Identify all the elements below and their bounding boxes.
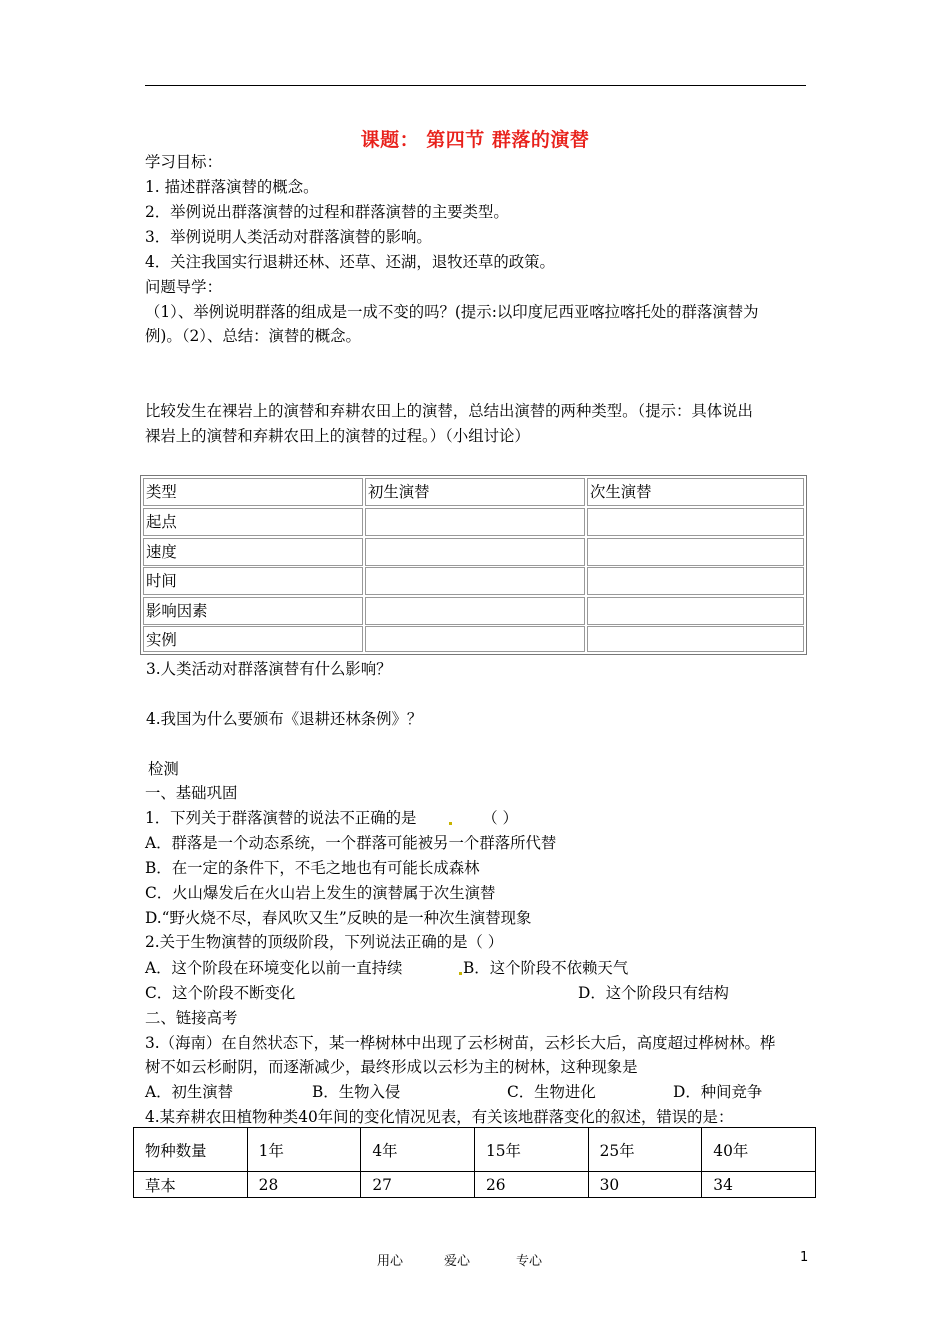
page-title: 课题： 第四节 群落的演替	[360, 129, 590, 151]
table-cell	[587, 508, 804, 536]
test-question-1	[145, 808, 518, 828]
table-cell	[587, 538, 804, 566]
table-header-cell: 25年	[588, 1128, 702, 1172]
table-cell: 34	[702, 1172, 816, 1198]
table-header-cell: 次生演替	[587, 478, 804, 506]
table-cell	[365, 597, 585, 625]
table-row-label: 时间	[143, 567, 363, 595]
page-number: 1	[800, 1250, 809, 1265]
table-header-cell: 1年	[247, 1128, 361, 1172]
option: A．这个阶段在环境变化以前一直持续	[145, 959, 403, 977]
table-row-label: 影响因素	[143, 597, 363, 625]
table-header-cell: 40年	[702, 1128, 816, 1172]
table-header-cell: 类型	[143, 478, 363, 506]
option: C．火山爆发后在火山岩上发生的演替属于次生演替	[145, 884, 496, 902]
objective-item: 1. 描述群落演替的概念。	[145, 178, 319, 196]
table-header-cell: 4年	[361, 1128, 475, 1172]
table-cell	[365, 508, 585, 536]
comparison-table	[140, 475, 807, 655]
footer-text: 爱心	[444, 1254, 471, 1269]
test-question-2: 2.关于生物演替的顶级阶段，下列说法正确的是（ ）	[145, 933, 504, 951]
question-human-activity: 3.人类活动对群落演替有什么影响？	[146, 660, 392, 678]
table-row-label: 起点	[143, 508, 363, 536]
table-row-label: 草本	[134, 1172, 248, 1198]
table-row-label: 实例	[143, 626, 363, 652]
answer-paren: （ ）	[482, 809, 518, 827]
objective-item: 2．举例说出群落演替的过程和群落演替的主要类型。	[145, 203, 509, 221]
objective-item: 4．关注我国实行退耕还林、还草、还湖，退牧还草的政策。	[145, 253, 555, 271]
footer-text: 专心	[516, 1254, 543, 1269]
mark-dot	[449, 822, 452, 825]
option: A．群落是一个动态系统，一个群落可能被另一个群落所代替	[145, 834, 557, 852]
mark-dot	[459, 972, 462, 975]
objectives-heading: 学习目标：	[145, 153, 222, 171]
table-cell: 27	[361, 1172, 475, 1198]
table-header-cell: 15年	[474, 1128, 588, 1172]
question-text: 1．下列关于群落演替的说法不正确的是	[145, 809, 417, 827]
table-cell	[587, 597, 804, 625]
guide-heading: 问题导学：	[145, 278, 222, 296]
table-header-cell: 初生演替	[365, 478, 585, 506]
table-cell	[365, 567, 585, 595]
table-cell	[365, 538, 585, 566]
question-policy: 4.我国为什么要颁布《退耕还林条例》？	[146, 710, 423, 728]
table-row	[134, 1128, 816, 1172]
option	[458, 958, 628, 978]
guide-compare-text-cont: 裸岩上的演替和弃耕农田上的演替的过程。）（小组讨论）	[145, 427, 530, 445]
table-cell: 28	[247, 1172, 361, 1198]
option: B．生物入侵	[312, 1083, 401, 1101]
option: D．这个阶段只有结构	[578, 984, 729, 1002]
table-cell: 26	[474, 1172, 588, 1198]
table-cell	[587, 626, 804, 652]
objective-item: 3．举例说明人类活动对群落演替的影响。	[145, 228, 432, 246]
footer-text: 用心	[377, 1254, 404, 1269]
guide-compare-text: 比较发生在裸岩上的演替和弃耕农田上的演替，总结出演替的两种类型。（提示：具体说出	[145, 402, 753, 420]
table-header-cell: 物种数量	[134, 1128, 248, 1172]
guide-question-1: （1）、举例说明群落的组成是一成不变的吗？(提示:以印度尼西亚喀拉喀托处的群落演替为	[145, 303, 759, 321]
table-row-label: 速度	[143, 538, 363, 566]
option: D．种间竞争	[673, 1083, 763, 1101]
option: C．这个阶段不断变化	[145, 984, 296, 1002]
table-cell: 30	[588, 1172, 702, 1198]
species-table	[133, 1127, 816, 1198]
test-heading: 检测	[148, 760, 179, 778]
test-question-3: 3.（海南）在自然状态下，某一桦树林中出现了云杉树苗，云杉长大后，高度超过桦树林。桦	[145, 1034, 776, 1052]
section-heading: 一、基础巩固	[145, 784, 238, 802]
header-rule	[145, 85, 806, 86]
guide-question-1-cont: 例)。（2）、总结：演替的概念。	[145, 327, 361, 345]
option: D.“野火烧不尽，春风吹又生”反映的是一种次生演替现象	[145, 909, 532, 927]
section-heading: 二、链接高考	[145, 1009, 238, 1027]
option: B．在一定的条件下，不毛之地也有可能长成森林	[145, 859, 480, 877]
test-question-4: 4.某弃耕农田植物种类40年间的变化情况见表，有关该地群落变化的叙述，错误的是：	[145, 1108, 734, 1126]
table-cell	[365, 626, 585, 652]
option: A．初生演替	[145, 1083, 234, 1101]
test-question-3-cont: 树不如云杉耐阴，而逐渐减少，最终形成以云杉为主的树林，这种现象是	[145, 1058, 638, 1076]
table-row	[134, 1172, 816, 1198]
option: C．生物进化	[507, 1083, 596, 1101]
option-text: B．这个阶段不依赖天气	[463, 959, 629, 977]
table-cell	[587, 567, 804, 595]
